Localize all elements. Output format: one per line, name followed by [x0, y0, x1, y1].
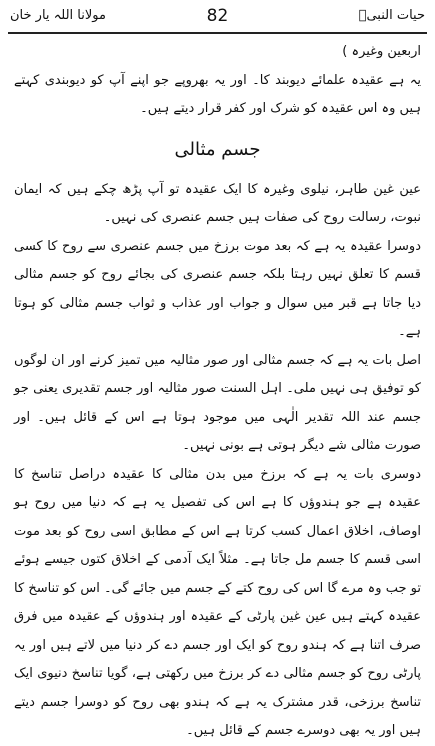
paragraph: دوسری بات یہ ہے کہ برزخ میں بدن مثالی کا عقیدہ دراصل تناسخ کا عقیدہ ہے جو ہندوؤں کا ہے اس کی تفصیل یہ ہے کہ دنیا میں روح ہو اوصاف، اخلاق اعمال کسب کرتا ہے اس کے مطابق اسی روح کو بعد موت اسی قسم کا جسم مل جاتا ہے۔ مثلاً ایک آدمی کے اخلاق کتوں جیسے ہوئے تو جب وہ مرے گا اس کی روح کتے کے جسم میں جائے گی۔ اس کو تناسخ کا عقیدہ کہتے ہیں عین غین پارٹی کے عقیدہ اور ہندوؤں کے عقیدہ میں فرق صرف اتنا ہے کہ ہندو روح کو ایک اور جسم دے کر دنیا میں لاتے ہیں اور یہ پارٹی روح کو جسم مثالی دے کر برزخ میں رکھتی ہے، گویا تناسخ دنیوی ایک تناسخ برزخی، قدر مشترک یہ ہے کہ ہندو بھی روح کو دوسرا جسم دیتے ہیں اور یہ بھی دوسرے جسم کے قائل ہیں۔ [14, 466, 421, 738]
section-heading: جسم مثالی [174, 138, 261, 160]
paragraph: عین غین طاہر، نیلوی وغیرہ کا ایک عقیدہ تو آپ پڑھ چکے ہیں کہ ایمان نبوت، رسالت روح کی صفات ہیں جسم عنصری کی نہیں۔ [14, 181, 421, 225]
page-body [14, 38, 421, 738]
paragraph: دوسرا عقیدہ یہ ہے کہ بعد موت برزخ میں جسم عنصری سے روح کا کسی قسم کا تعلق نہیں رہتا بلکہ جسم عنصری کی بجائے روح کو جسم مثالی دیا جاتا ہے قبر میں سوال و جواب اور عذاب و ثواب جسم مثالی کو ہوتا ہے۔ [14, 238, 421, 339]
paragraph: اربعین وغیرہ ) [342, 44, 421, 59]
paragraph: اصل بات یہ ہے کہ جسم مثالی اور صور مثالیہ میں تمیز کرنے اور ان لوگوں کو توفیق ہی نہیں ملی۔ اہل السنت صور مثالیہ اور جسم تقدیری یعنی جو جسم عند اللہ تقدیر الٰہی میں موجود ہوتا ہے اس کے قائل ہیں۔ اور صورت مثالی شے دیگر ہوتی ہے بونی نہیں۔ [14, 352, 421, 453]
header-author: مولانا اللہ یار خان [10, 8, 106, 23]
page-number: 82 [206, 6, 229, 26]
header-book-title: حیات النبیؐ [358, 8, 425, 23]
paragraph: یہ ہے عقیدہ علمائے دیوبند کا۔ اور یہ بھروپے جو اپنے آپ کو دیوبندی کہتے ہیں وہ اس عقیدہ کو شرک اور کفر قرار دیتے ہیں۔ [14, 72, 421, 116]
page-header [8, 6, 427, 34]
